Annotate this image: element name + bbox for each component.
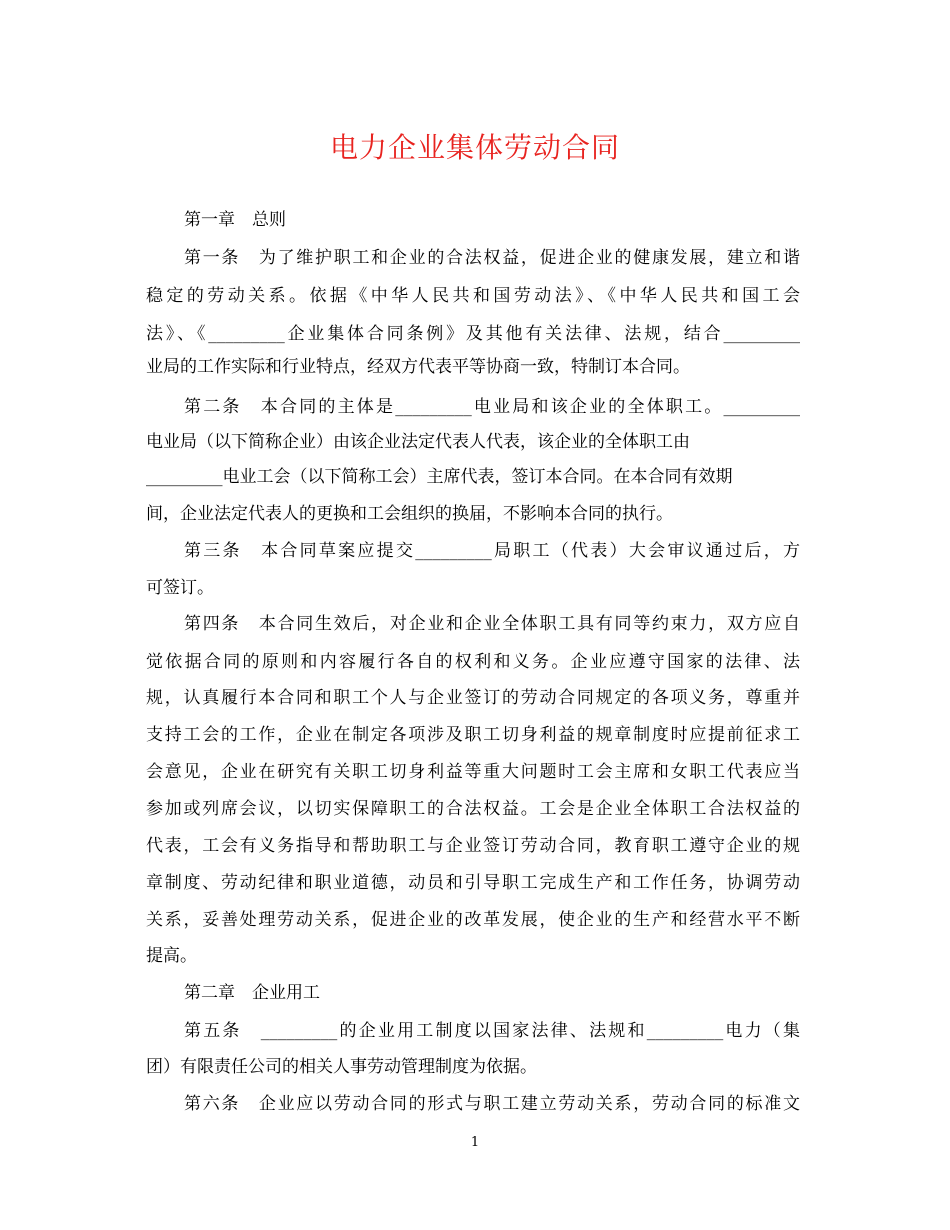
- text-line: 参加或列席会议，以切实保障职工的合法权益。工会是企业全体职工合法权益的: [146, 799, 800, 819]
- text-line: 业局的工作实际和行业特点，经双方代表平等协商一致，特制订本合同。: [146, 357, 690, 377]
- text-line: 关系，妥善处理劳动关系，促进企业的改革发展，使企业的生产和经营水平不断: [146, 910, 800, 930]
- text-line: 提高。: [146, 946, 197, 966]
- text-line: 第四条 本合同生效后，对企业和企业全体职工具有同等约束力，双方应自: [184, 614, 800, 634]
- document-title: 电力企业集体劳动合同: [329, 131, 620, 164]
- text-line: 第三条 本合同草案应提交_________局职工（代表）大会审议通过后，方: [184, 541, 800, 561]
- chapter-heading: 第一章 总则: [184, 210, 286, 230]
- text-line: 电业局（以下简称企业）由该企业法定代表人代表，该企业的全体职工由: [146, 432, 690, 452]
- page-number: 1: [470, 1135, 480, 1150]
- text-line: 第五条 _________的企业用工制度以国家法律、法规和_________电力（集: [184, 1021, 800, 1041]
- text-line: 规，认真履行本合同和职工个人与企业签订的劳动合同规定的各项义务，尊重并: [146, 688, 800, 708]
- text-line: 代表，工会有义务指导和帮助职工与企业签订劳动合同，教育职工遵守企业的规: [146, 836, 800, 856]
- chapter-heading: 第二章 企业用工: [184, 983, 320, 1003]
- text-line: 觉依据合同的原则和内容履行各自的权利和义务。企业应遵守国家的法律、法: [146, 652, 800, 672]
- text-line: 法》、《_________企业集体合同条例》及其他有关法律、法规，结合_________: [146, 324, 800, 344]
- text-line: 间，企业法定代表人的更换和工会组织的换届，不影响本合同的执行。: [146, 504, 673, 524]
- text-line: 支持工会的工作，企业在制定各项涉及职工切身利益的规章制度时应提前征求工: [146, 725, 800, 745]
- text-line: 第六条 企业应以劳动合同的形式与职工建立劳动关系，劳动合同的标准文: [184, 1094, 800, 1114]
- text-line: 可签订。: [146, 578, 214, 598]
- text-line: 稳定的劳动关系。依据《中华人民共和国劳动法》、《中华人民共和国工会: [146, 286, 800, 306]
- text-line: _________电业工会（以下简称工会）主席代表，签订本合同。在本合同有效期: [146, 467, 733, 487]
- text-line: 会意见，企业在研究有关职工切身利益等重大问题时工会主席和女职工代表应当: [146, 762, 800, 782]
- text-line: 第二条 本合同的主体是_________电业局和该企业的全体职工。_________: [184, 397, 800, 417]
- text-line: 章制度、劳动纪律和职业道德，动员和引导职工完成生产和工作任务，协调劳动: [146, 873, 800, 893]
- text-line: 第一条 为了维护职工和企业的合法权益，促进企业的健康发展，建立和谐: [184, 248, 800, 268]
- text-line: 团）有限责任公司的相关人事劳动管理制度为依据。: [146, 1057, 537, 1077]
